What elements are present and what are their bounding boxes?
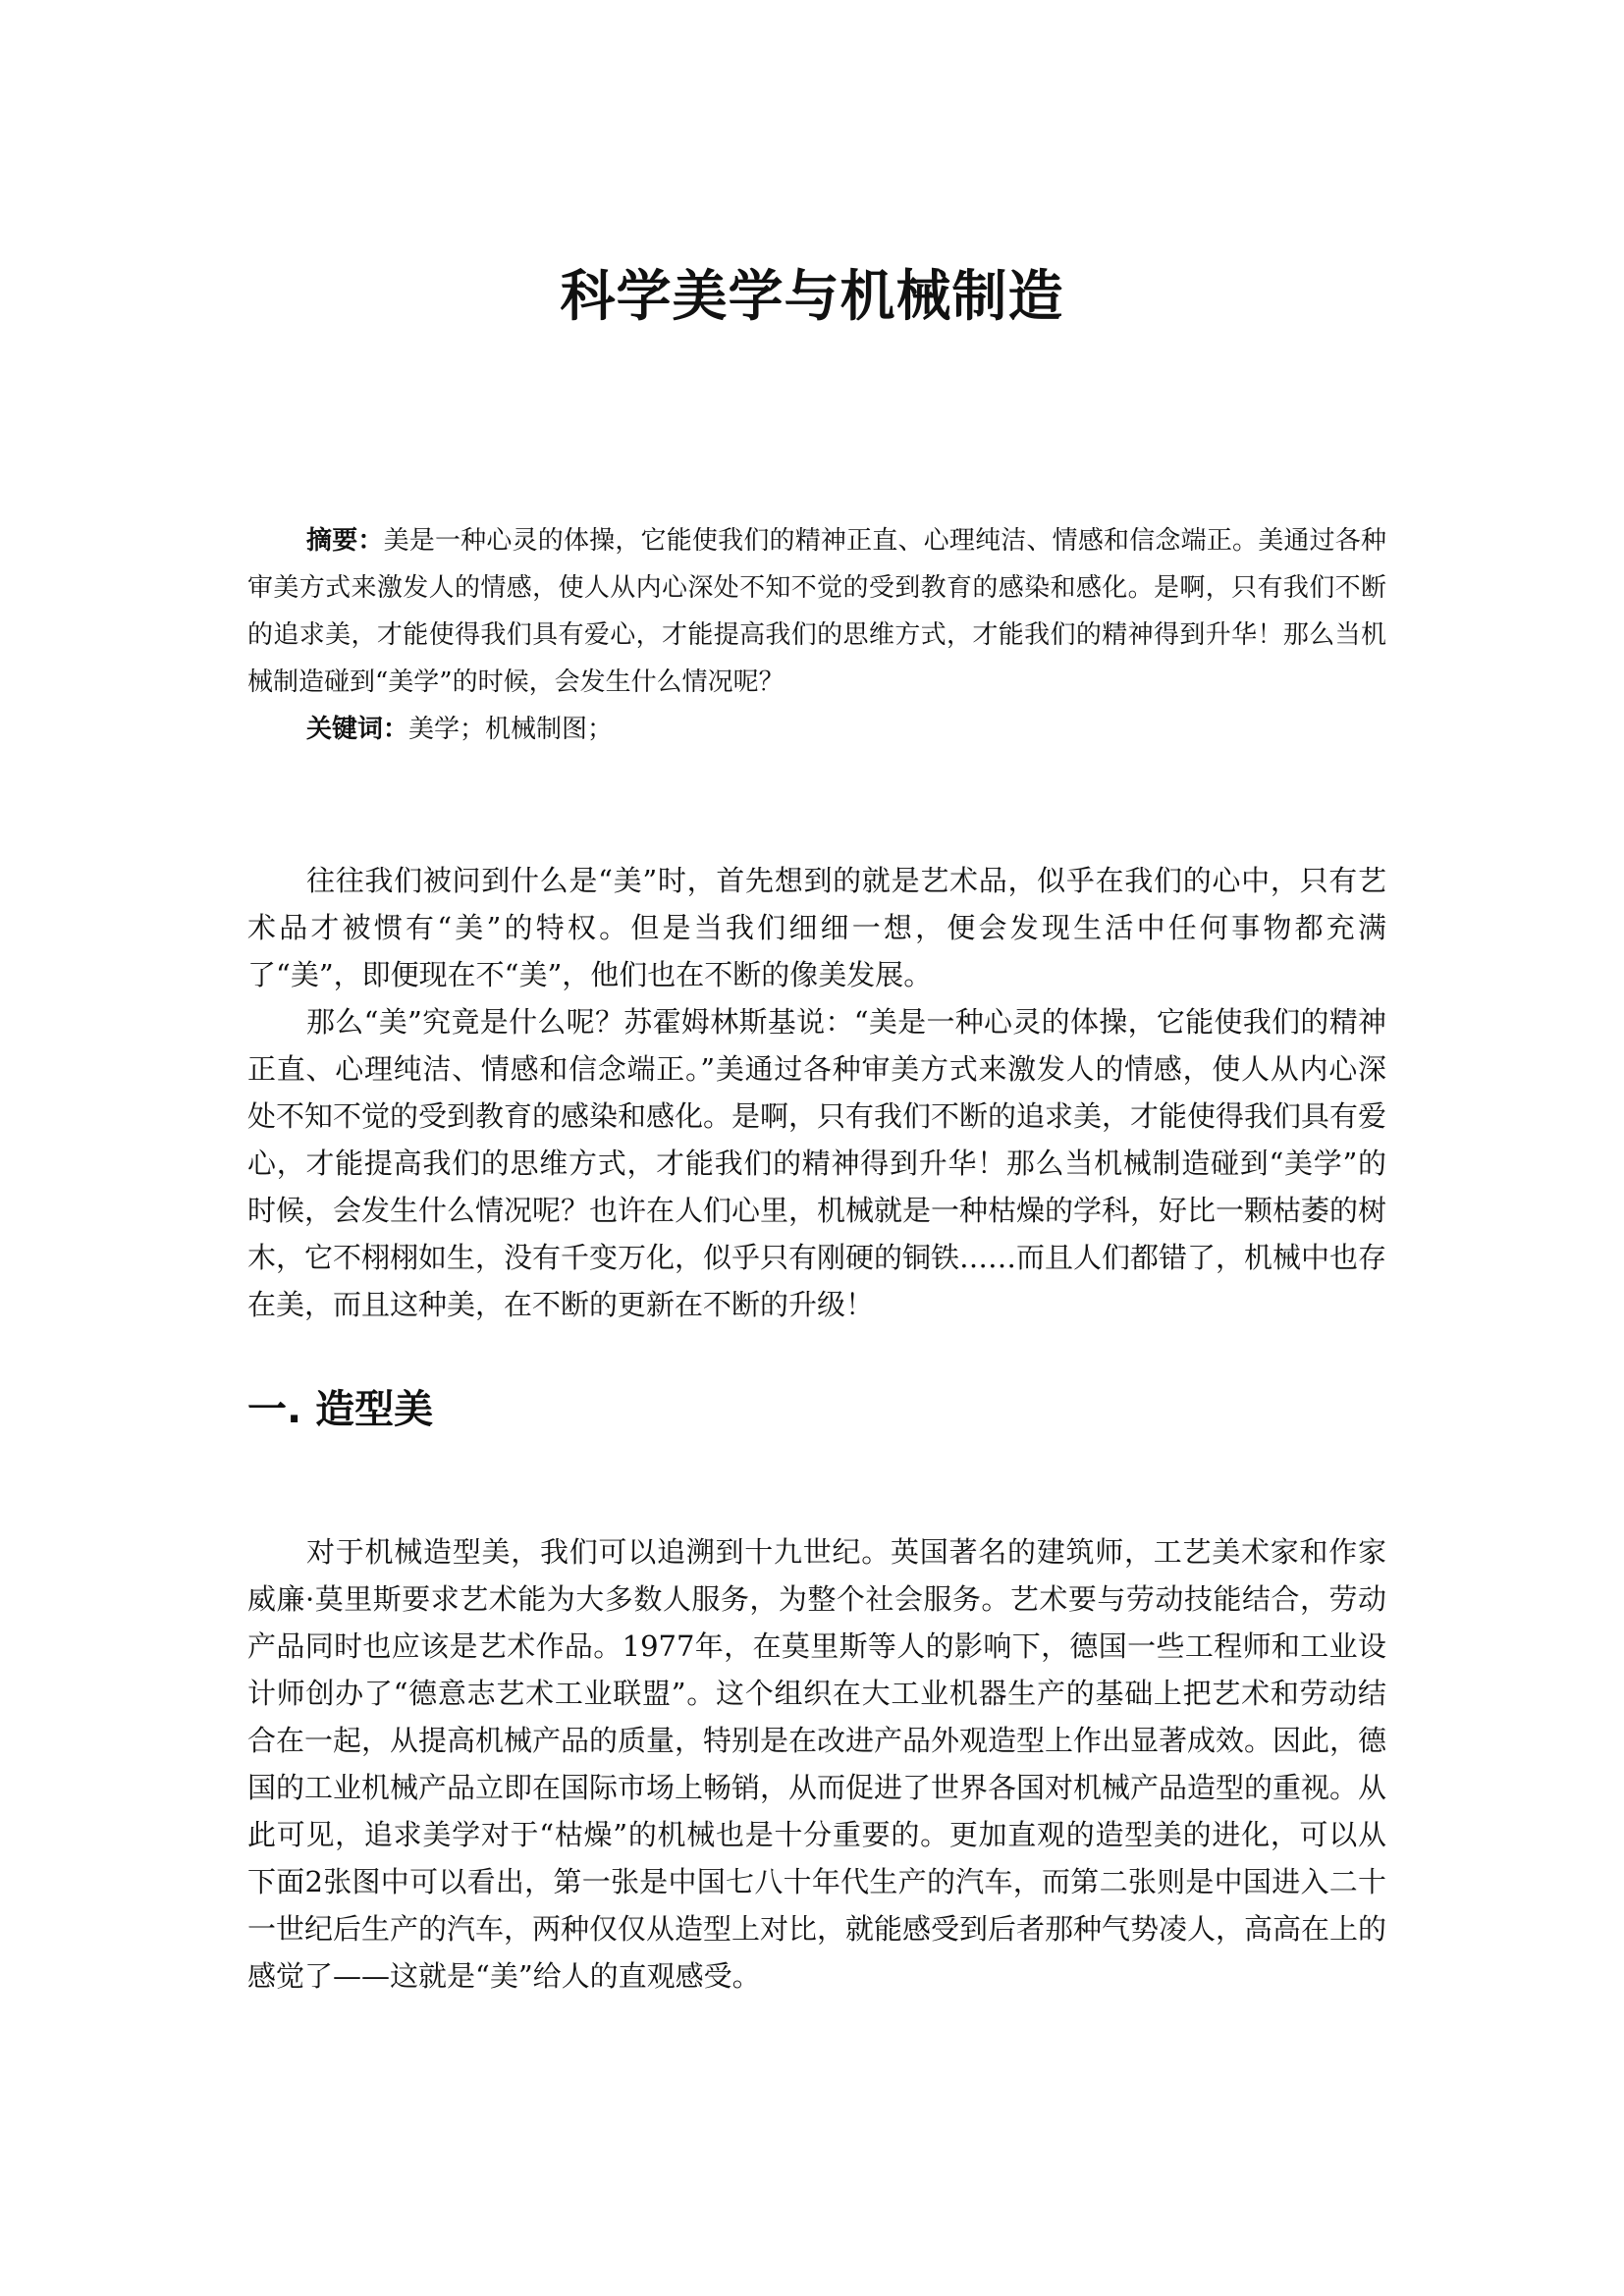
abstract-label: 摘要： (306, 526, 384, 556)
intro-paragraph-1: 往往我们被问到什么是“美”时，首先想到的就是艺术品，似乎在我们的心中，只有艺术品才被惯有“美”的特权。但是当我们细细一想，便会发现生活中任何事物都充满了“美”，即便现在不“美”，他们也在不断的像美发展。 (247, 864, 1386, 991)
abstract-text: 美是一种心灵的体操，它能使我们的精神正直、心理纯洁、情感和信念端正。美通过各种审美方式来激发人的情感，使人从内心深处不知不觉的受到教育的感染和感化。是啊，只有我们不断的追求美，才能使得我们具有爱心，才能提高我们的思维方式，才能我们的精神得到升华！那么当机械制造碰到“美学”的时候，会发生什么情况呢？ (247, 526, 1386, 697)
keywords-paragraph (247, 706, 1386, 753)
section-1-body (247, 1528, 1386, 2000)
section-1-paragraph-1: 对于机械造型美，我们可以追溯到十九世纪。英国著名的建筑师，工艺美术家和作家威廉·莫里斯要求艺术能为大多数人服务，为整个社会服务。艺术要与劳动技能结合，劳动产品同时也应该是艺术作品。1977年，在莫里斯等人的影响下，德国一些工程师和工业设计师创办了“德意志艺术工业联盟”。这个组织在大工业机器生产的基础上把艺术和劳动结合在一起，从提高机械产品的质量，特别是在改进产品外观造型上作出显著成效。因此，德国的工业机械产品立即在国际市场上畅销，从而促进了世界各国对机械产品造型的重视。从此可见，追求美学对于“枯燥”的机械也是十分重要的。更加直观的造型美的进化，可以从下面2张图中可以看出，第一张是中国七八十年代生产的汽车，而第二张则是中国进入二十一世纪后生产的汽车，两种仅仅从造型上对比，就能感受到后者那种气势凌人，高高在上的感觉了——这就是“美”给人的直观感受。 (247, 1535, 1387, 1993)
section-1-heading: 一. 造型美 (247, 1387, 434, 1432)
keywords-label: 关键词： (306, 715, 409, 744)
abstract-paragraph (247, 517, 1386, 706)
intro-paragraph-2: 那么“美”究竟是什么呢？苏霍姆林斯基说：“美是一种心灵的体操，它能使我们的精神正直、心理纯洁、情感和信念端正。”美通过各种审美方式来激发人的情感，使人从内心深处不知不觉的受到教育的感染和感化。是啊，只有我们不断的追求美，才能使得我们具有爱心，才能提高我们的思维方式，才能我们的精神得到升华！那么当机械制造碰到“美学”的时候，会发生什么情况呢？也许在人们心里，机械就是一种枯燥的学科，好比一颗枯萎的树木，它不栩栩如生，没有千变万化，似乎只有刚硬的铜铁……而且人们都错了，机械中也存在美，而且这种美，在不断的更新在不断的升级！ (247, 1005, 1387, 1321)
abstract-block (247, 517, 1386, 753)
keywords-text: 美学；机械制图； (408, 715, 614, 744)
intro-section (247, 857, 1386, 1328)
page-title: 科学美学与机械制造 (560, 265, 1064, 329)
